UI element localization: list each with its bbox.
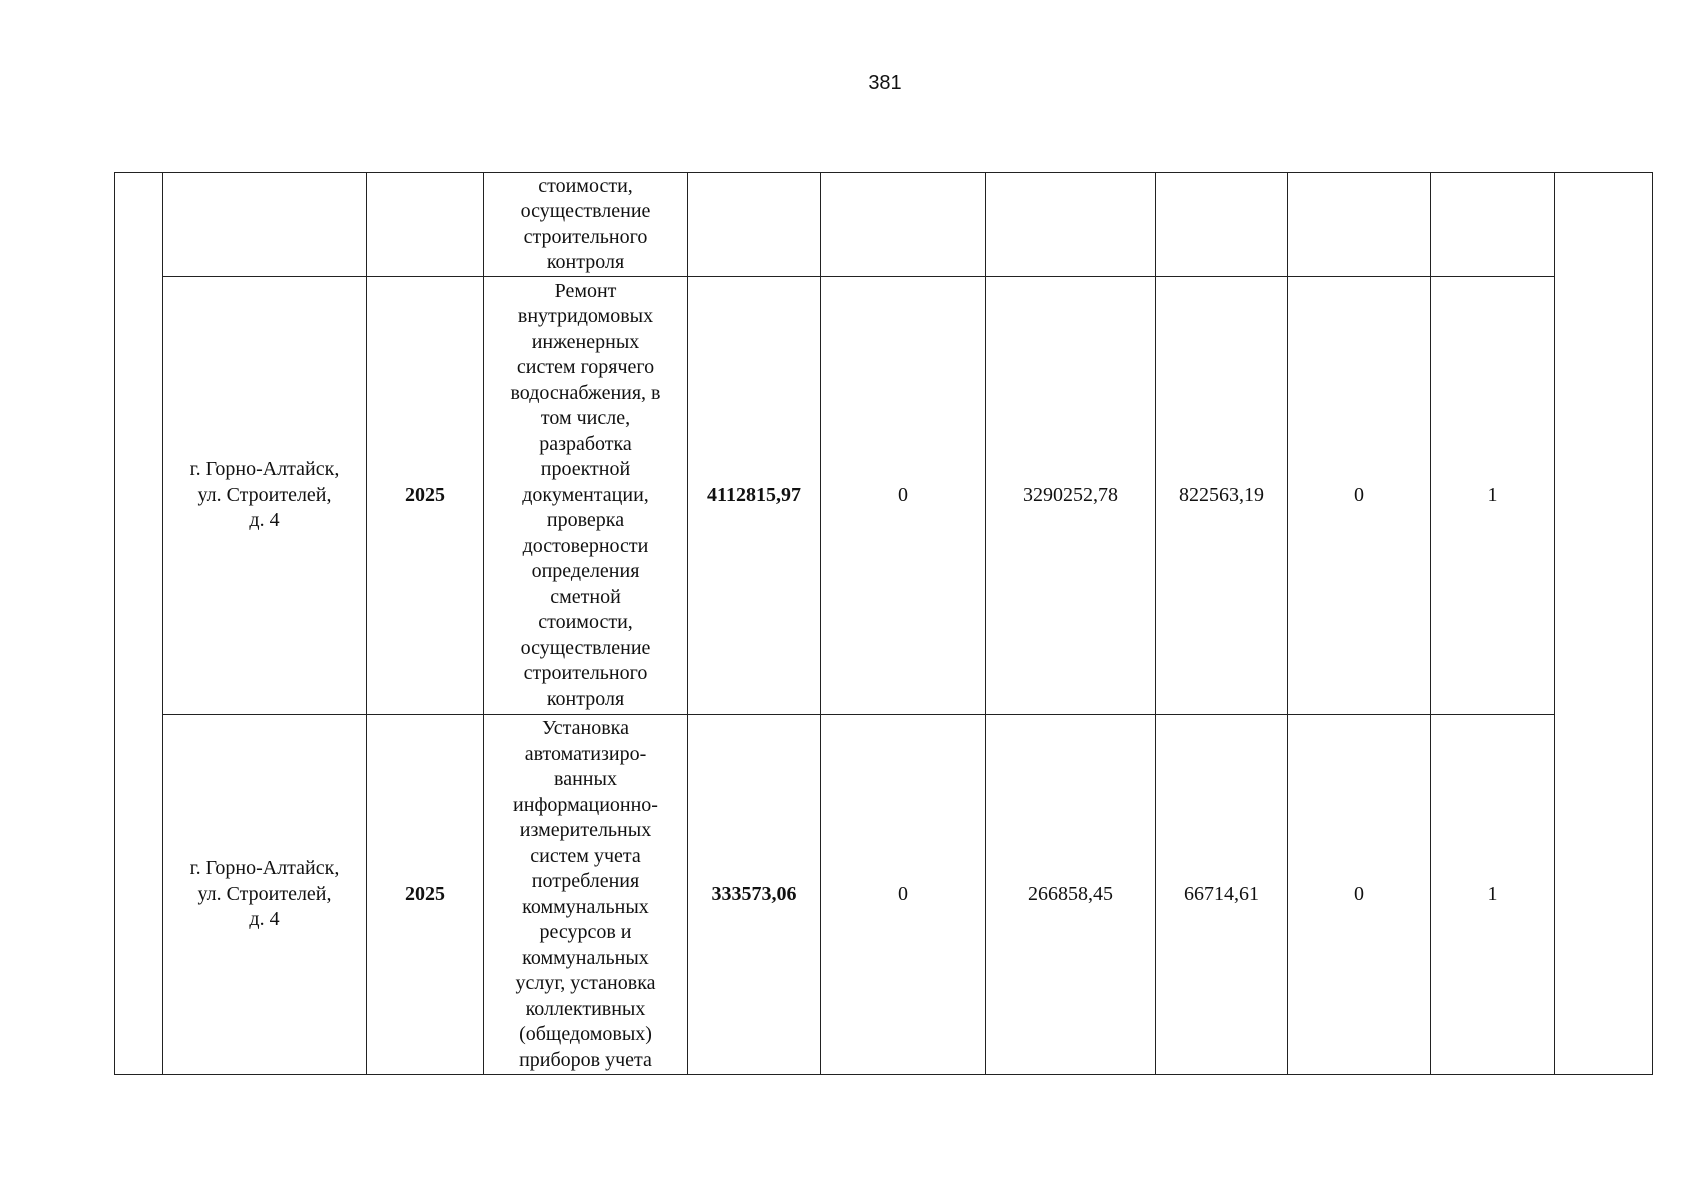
value-cell-8: 0 xyxy=(1288,277,1431,715)
value-cell-7: 822563,19 xyxy=(1156,277,1288,715)
value-cell-6: 3290252,78 xyxy=(986,277,1156,715)
total-cost-cell: 333573,06 xyxy=(688,715,821,1075)
value-cell-9: 1 xyxy=(1431,715,1555,1075)
capital-repair-table xyxy=(114,172,1653,1075)
value-cell-5: 0 xyxy=(821,277,986,715)
year-cell: 2025 xyxy=(367,277,484,715)
value-cell-5: 0 xyxy=(821,715,986,1075)
value-cell-6: 266858,45 xyxy=(986,715,1156,1075)
address-cell xyxy=(163,173,367,277)
year-cell: 2025 xyxy=(367,715,484,1075)
total-cost-cell xyxy=(688,173,821,277)
last-column-cell xyxy=(1555,173,1653,1075)
work-type-text: стоимости, осуществление строительного контроля xyxy=(520,174,651,273)
address-cell: г. Горно-Алтайск, ул. Строителей, д. 4 xyxy=(163,277,367,715)
address-cell: г. Горно-Алтайск, ул. Строителей, д. 4 xyxy=(163,715,367,1075)
value-cell-7 xyxy=(1156,173,1288,277)
table-row xyxy=(115,277,1653,715)
value-cell-7: 66714,61 xyxy=(1156,715,1288,1075)
page-number: 381 xyxy=(868,72,902,94)
value-cell-8: 0 xyxy=(1288,715,1431,1075)
work-type-cell xyxy=(484,173,688,277)
value-cell-6 xyxy=(986,173,1156,277)
value-cell-9: 1 xyxy=(1431,277,1555,715)
value-cell-5 xyxy=(821,173,986,277)
value-cell-8 xyxy=(1288,173,1431,277)
table-row xyxy=(115,715,1653,1075)
number-cell xyxy=(115,173,163,1075)
value-cell-9 xyxy=(1431,173,1555,277)
work-type-cell: Установка автоматизиро- ванных информационно- измерительных систем учета потребления коммунальных ресурсов и коммунальных услуг, установка коллективных (общедомовых) приборов учета xyxy=(484,715,688,1075)
table-row xyxy=(115,173,1653,277)
year-cell xyxy=(367,173,484,277)
total-cost-cell: 4112815,97 xyxy=(688,277,821,715)
work-type-cell: Ремонт внутридомовых инженерных систем горячего водоснабжения, в том числе, разработка проектной документации, проверка достоверности определения сметной стоимости, осуществление строительного контроля xyxy=(484,277,688,715)
